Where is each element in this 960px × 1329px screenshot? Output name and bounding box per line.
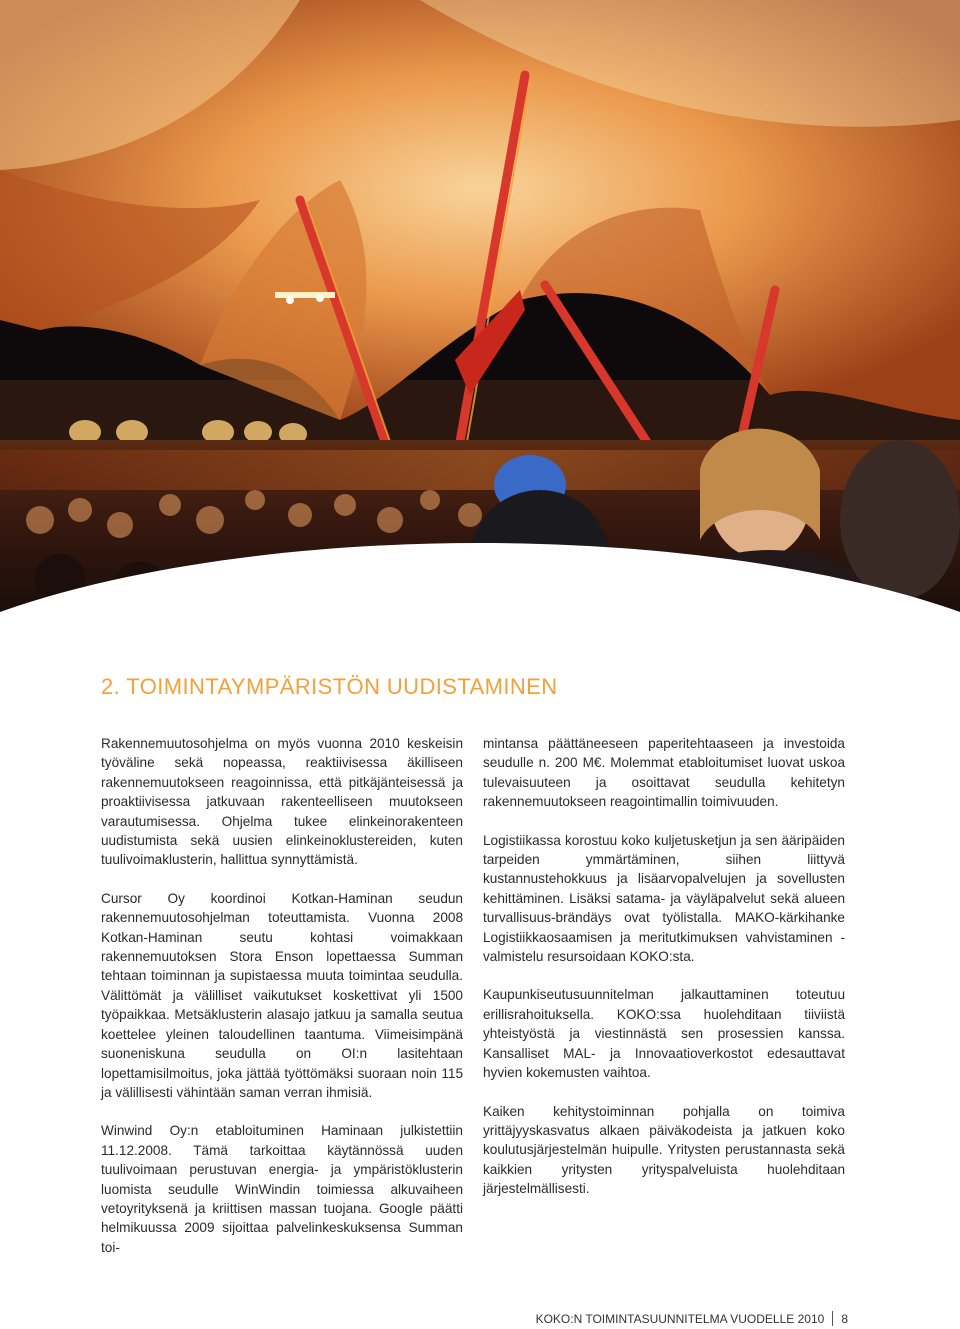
section-title: 2. TOIMINTAYMPÄRISTÖN UUDISTAMINEN — [101, 674, 558, 699]
footer-divider — [832, 1311, 833, 1326]
left-column — [101, 734, 463, 1276]
paragraph: Kaupunkiseutusuunnitelman jalkauttaminen toteutuu erillisrahoituksella. KOKO:ssa huolehditaan tiiviistä yhteistyöstä ja viestinnästä sen prosessien kanssa. Kansalliset MAL- ja Innovaatioverkostot edesauttavat hyvien kokemusten vaihtoa. — [483, 987, 845, 1081]
festival-tent-photo-icon — [0, 0, 960, 640]
hero-photo — [0, 0, 960, 640]
paragraph: Cursor Oy koordinoi Kotkan-Haminan seudun rakennemuutosohjelman toteuttamista. Vuonna 2008 Kotkan-Haminan seutu kohtasi voimakkaan rakennemuutoksen Stora Enson lopettaessa Summan tehtaan toiminnan ja supistaessa muuta toimintaa seudulla. Välittömät ja välilliset vaikutukset koskettivat yli 1500 työpaikkaa. Metsäklusterin alasajo jatkuu ja samalla seutua koettelee yleinen taloudellinen taantuma. Viimeisimpänä suoneniskuna seudulla on OI:n lasitehtaan lopettamisilmoitus, joka jättää työttömäksi suoraan noin 115 ja välillisesti vähintään saman verran ihmisiä. — [101, 890, 463, 1100]
footer-title: KOKO:N TOIMINTASUUNNITELMA VUODELLE 2010 — [535, 1311, 825, 1326]
paragraph: Kaiken kehitystoiminnan pohjalla on toimiva yrittäjyyskasvatus alkaen päiväkodeista ja jatkuen koko koulutusjärjestelmän huipulle. Yritysten perustannasta sekä kaikkien yritysten yrityspalveluista huolehditaan järjestelmällisesti. — [483, 1103, 845, 1197]
paragraph: mintansa päättäneeseen paperitehtaaseen ja investoida seudulle n. 200 M€. Molemmat etabloitumiset luovat uskoa tulevaisuuteen ja osoittavat seudulla kehitetyn rakennemuutokseen reagointimallin toimivuuden. — [483, 736, 845, 810]
right-column — [483, 734, 845, 1218]
paragraph: Winwind Oy:n etabloituminen Haminaan julkistettiin 11.12.2008. Tämä tarkoittaa käytännössä uuden tuulivoimaan perustuvan energia- ja ympäristöklusterin luomista seudulle WinWindin toimiessa alkuvaiheen vetoyrityksenä ja kriittisen massan tuojana. Google päätti helmikuussa 2009 sijoittaa palvelinkeskuksensa Summan toi- — [101, 1123, 463, 1255]
paragraph: Rakennemuutosohjelma on myös vuonna 2010 keskeisin työväline sekä nopeassa, reaktiivisessa äkilliseen rakennemuutokseen reagoinnissa, että pitkäjänteisessä ja proaktiivisessa jatkuvaan rakenteelliseen muutokseen varautumisessa. Ohjelma tukee elinkeinorakenteen uudistumista sekä uusien elinkeinoklustereiden, kuten tuulivoimaklusterin, hallittua synnyttämistä. — [101, 736, 463, 868]
paragraph: Logistiikassa korostuu koko kuljetusketjun ja sen ääripäiden tarpeiden ymmärtäminen, siihen liittyvä kustannustehokkuus ja lisäarvopalvelujen ja sovellusten kehittäminen. Lisäksi satama- ja väyläpalvelut sekä alueen turvallisuus-brändäys ovat työlistalla. MAKO-kärkihanke Logistiikkaosaamisen ja meritutkimuksen vahvistaminen -valmistelu resursoidaan KOKO:sta. — [483, 832, 845, 965]
page-number: 8 — [841, 1311, 848, 1326]
page-footer — [536, 1311, 848, 1326]
